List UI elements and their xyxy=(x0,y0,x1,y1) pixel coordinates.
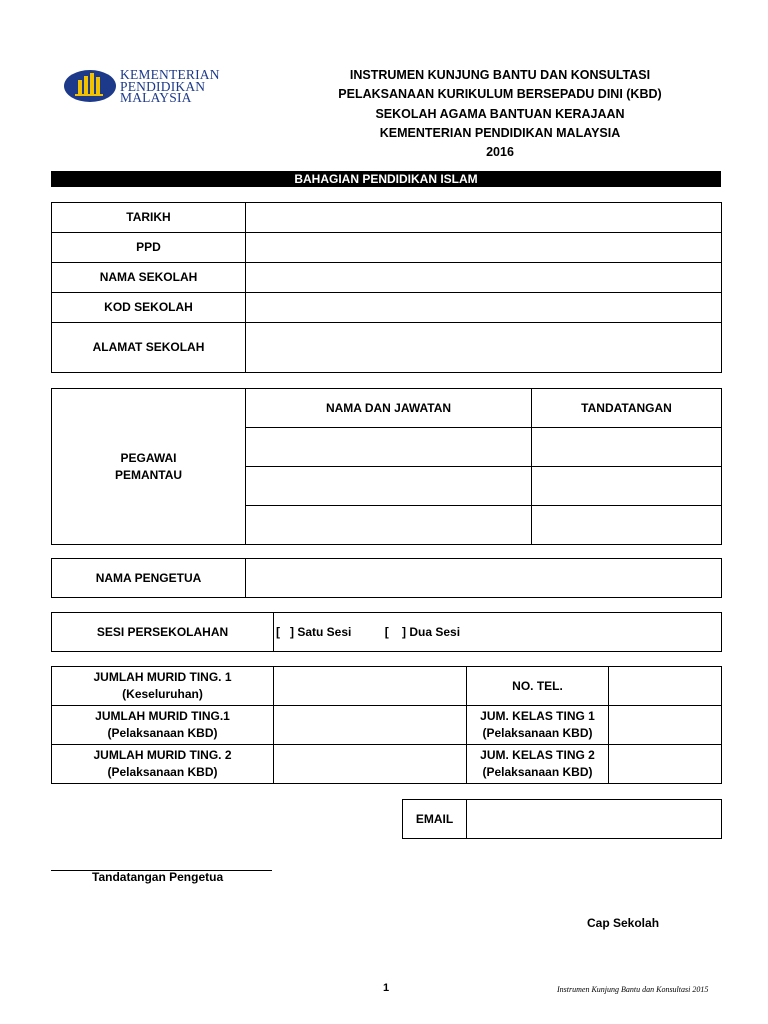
tarikh-label: TARIKH xyxy=(52,203,246,233)
heading-line-2: PELAKSANAAN KURIKULUM BERSEPADU DINI (KBD) xyxy=(338,87,662,102)
sesi-label: SESI PERSEKOLAHAN xyxy=(52,613,274,652)
jumlah-label-line-1: JUMLAH MURID TING. 2 xyxy=(93,748,232,762)
pegawai-name-field[interactable] xyxy=(246,506,532,545)
email-table xyxy=(402,799,722,839)
nama-pengetua-label: NAMA PENGETUA xyxy=(52,559,246,598)
jumlah-row xyxy=(52,745,722,784)
pegawai-sign-field[interactable] xyxy=(532,506,722,545)
pegawai-name-field[interactable] xyxy=(246,467,532,506)
pegawai-sign-field[interactable] xyxy=(532,428,722,467)
info-row-ppd xyxy=(52,233,722,263)
ministry-logo xyxy=(64,68,234,104)
stamp-label: Cap Sekolah xyxy=(587,916,660,930)
nama-jawatan-header: NAMA DAN JAWATAN xyxy=(246,389,532,428)
no-tel-label-text: NO. TEL. xyxy=(512,678,563,693)
kelas-value-field[interactable] xyxy=(609,706,722,745)
ppd-label: PPD xyxy=(52,233,246,263)
nama-pengetua-field[interactable] xyxy=(246,559,722,598)
email-field[interactable] xyxy=(467,800,722,839)
pegawai-sign-field[interactable] xyxy=(532,467,722,506)
jumlah-row xyxy=(52,706,722,745)
kelas-label-line-1: JUM. KELAS TING 2 xyxy=(480,748,595,762)
heading-line-4: KEMENTERIAN PENDIDIKAN MALAYSIA xyxy=(379,125,621,140)
info-row-tarikh xyxy=(52,203,722,233)
jumlah-value-field[interactable] xyxy=(274,706,467,745)
tarikh-field[interactable] xyxy=(246,203,722,233)
jumlah-label-line-2: (Pelaksanaan KBD) xyxy=(107,726,218,740)
school-info-table xyxy=(51,202,722,373)
kelas-label-line-1: JUM. KELAS TING 1 xyxy=(480,709,595,723)
kelas-value-field[interactable] xyxy=(609,745,722,784)
jumlah-label-line-1: JUMLAH MURID TING.1 xyxy=(95,709,230,723)
pegawai-label-line-2: PEMANTAU xyxy=(114,467,183,482)
heading-line-1: INSTRUMEN KUNJUNG BANTU DAN KONSULTASI xyxy=(349,68,651,82)
footer-note: Instrumen Kunjung Bantu dan Konsultasi 2015 xyxy=(557,985,709,994)
jumlah-value-field[interactable] xyxy=(274,667,467,706)
jumlah-label xyxy=(52,745,274,784)
pegawai-name-field[interactable] xyxy=(246,428,532,467)
no-tel-label xyxy=(467,667,609,706)
pegawai-header-row xyxy=(52,389,722,428)
sesi-options[interactable]: [ ] Satu Sesi [ ] Dua Sesi xyxy=(274,613,722,652)
pegawai-pemantau-table xyxy=(51,388,722,545)
pegawai-label xyxy=(52,389,246,545)
sesi-row xyxy=(52,613,722,652)
nama-sekolah-label: NAMA SEKOLAH xyxy=(52,263,246,293)
jumlah-label-line-2: (Keseluruhan) xyxy=(122,687,203,701)
pengetua-table xyxy=(51,558,722,598)
sesi-table xyxy=(51,612,722,652)
kelas-label-line-2: (Pelaksanaan KBD) xyxy=(482,726,593,740)
no-tel-field[interactable] xyxy=(609,667,722,706)
jumlah-label xyxy=(52,667,274,706)
document-heading xyxy=(300,66,700,162)
jumlah-label-line-2: (Pelaksanaan KBD) xyxy=(107,765,218,779)
ppd-field[interactable] xyxy=(246,233,722,263)
pegawai-label-line-1: PEGAWAI xyxy=(120,450,177,465)
section-title-bar: BAHAGIAN PENDIDIKAN ISLAM xyxy=(51,171,721,187)
info-row-alamat-sekolah xyxy=(52,323,722,373)
ministry-emblem-icon xyxy=(64,68,118,104)
info-row-kod-sekolah xyxy=(52,293,722,323)
kod-sekolah-field[interactable] xyxy=(246,293,722,323)
email-row xyxy=(403,800,722,839)
logo-line-2: PENDIDIKAN xyxy=(120,78,206,94)
page-number: 1 xyxy=(383,982,390,994)
jumlah-label xyxy=(52,706,274,745)
kelas-label xyxy=(467,706,609,745)
tandatangan-header: TANDATANGAN xyxy=(532,389,722,428)
kelas-label xyxy=(467,745,609,784)
email-label: EMAIL xyxy=(403,800,467,839)
jumlah-murid-table xyxy=(51,666,722,784)
heading-year: 2016 xyxy=(486,145,514,160)
kod-sekolah-label: KOD SEKOLAH xyxy=(52,293,246,323)
signature-label: Tandatangan Pengetua xyxy=(92,870,224,884)
nama-sekolah-field[interactable] xyxy=(246,263,722,293)
jumlah-row xyxy=(52,667,722,706)
kelas-label-line-2: (Pelaksanaan KBD) xyxy=(482,765,593,779)
heading-line-3: SEKOLAH AGAMA BANTUAN KERAJAAN xyxy=(375,106,625,121)
jumlah-value-field[interactable] xyxy=(274,745,467,784)
logo-line-1: KEMENTERIAN xyxy=(120,67,220,82)
alamat-sekolah-field[interactable] xyxy=(246,323,722,373)
pengetua-row xyxy=(52,559,722,598)
logo-line-3: MALAYSIA xyxy=(120,90,192,105)
info-row-nama-sekolah xyxy=(52,263,722,293)
logo-wordmark xyxy=(120,69,220,104)
jumlah-label-line-1: JUMLAH MURID TING. 1 xyxy=(93,670,232,684)
alamat-sekolah-label: ALAMAT SEKOLAH xyxy=(52,323,246,373)
